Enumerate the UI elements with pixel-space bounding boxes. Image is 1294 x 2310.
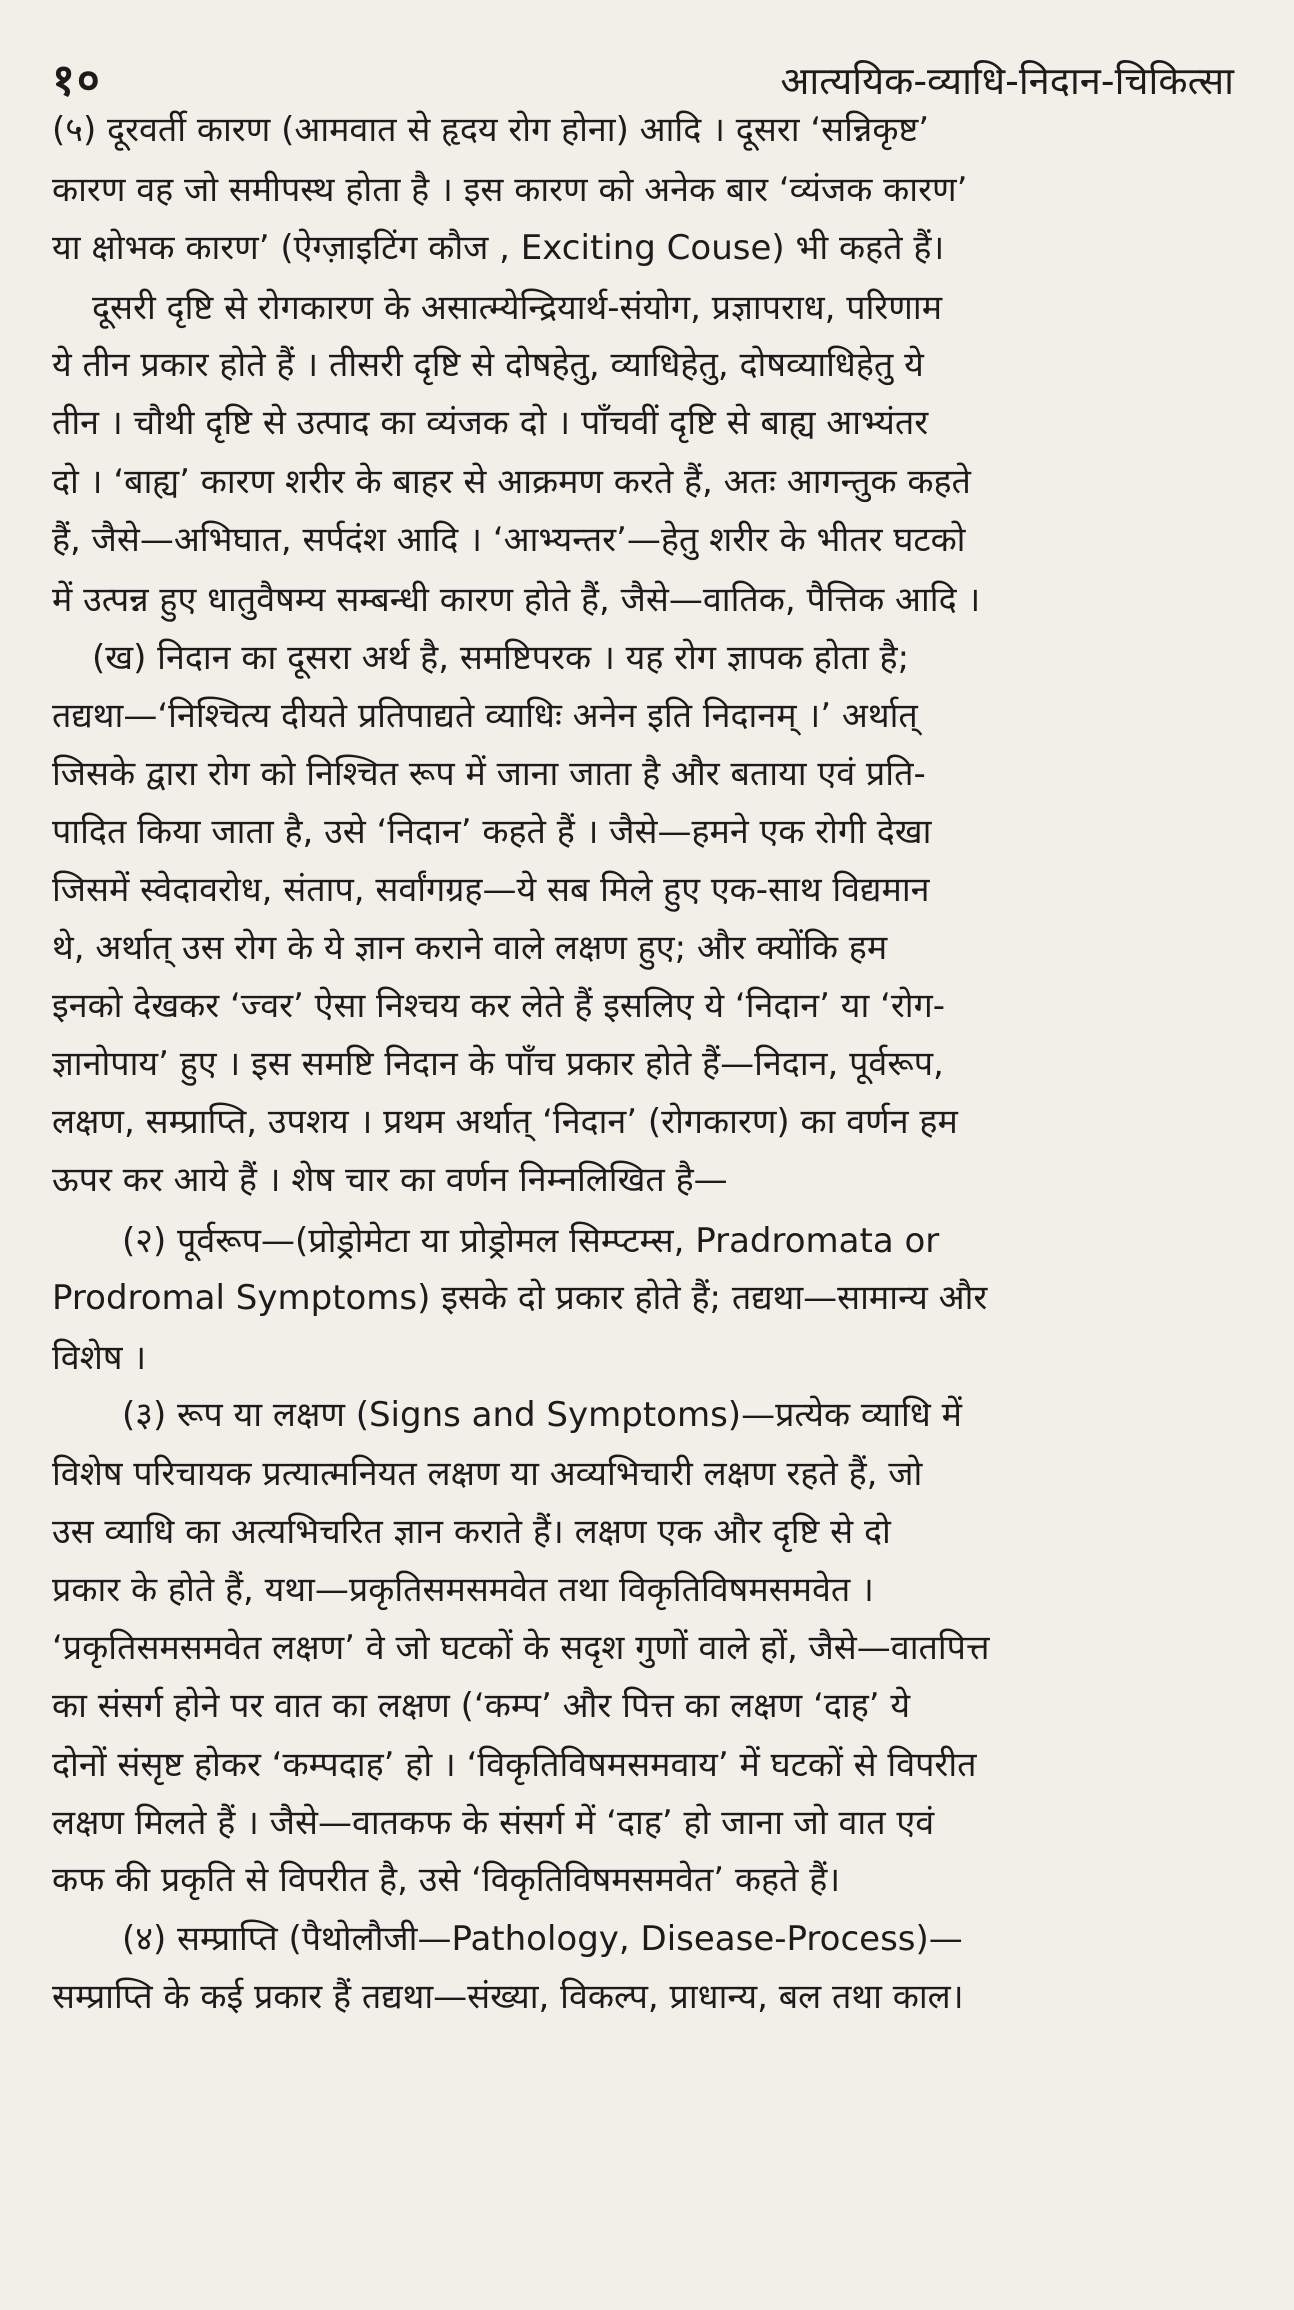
text-line: ये तीन प्रकार होते हैं । तीसरी दृष्टि से दोषहेतु, व्याधिहेतु, दोषव्याधिहेतु ये [52,345,924,385]
text-line: ज्ञानोपाय’ हुए । इस समष्टि निदान के पाँच प्रकार होते हैं—निदान, पूर्वरूप, [52,1044,944,1084]
text-line: विशेष परिचायक प्रत्यात्मनियत लक्षण या अव्यभिचारी लक्षण रहते हैं, जो [52,1454,923,1494]
text-line: (४) सम्प्राप्ति (पैथोलौजी—Pathology, Disease-Process)— [122,1919,963,1959]
text-line: दोनों संसृष्ट होकर ‘कम्पदाह’ हो । ‘विकृतिविषमसमवाय’ में घटकों से विपरीत [52,1745,977,1785]
text-line: का संसर्ग होने पर वात का लक्षण (‘कम्प’ और पित्त का लक्षण ‘दाह’ ये [52,1686,911,1726]
text-line: लक्षण मिलते हैं । जैसे—वातकफ के संसर्ग में ‘दाह’ हो जाना जो वात एवं [52,1803,935,1843]
text-line: पादित किया जाता है, उसे ‘निदान’ कहते हैं । जैसे—हमने एक रोगी देखा [52,812,932,852]
text-line: जिसके द्वारा रोग को निश्चित रूप में जाना जाता है और बताया एवं प्रति- [52,754,926,794]
text-line: इनको देखकर ‘ज्वर’ ऐसा निश्चय कर लेते हैं इसलिए ये ‘निदान’ या ‘रोग- [52,986,945,1026]
text-line: थे, अर्थात् उस रोग के ये ज्ञान कराने वाले लक्षण हुए; और क्योंकि हम [52,928,888,968]
text-line: ऊपर कर आये हैं । शेष चार का वर्णन निम्नलिखित है— [52,1160,728,1200]
text-line: उस व्याधि का अत्यभिचरित ज्ञान कराते हैं। लक्षण एक और दृष्टि से दो [52,1512,891,1552]
text-line: तीन । चौथी दृष्टि से उत्पाद का व्यंजक दो । पाँचवीं दृष्टि से बाह्य आभ्यंतर [52,403,929,443]
text-line: में उत्पन्न हुए धातुवैषम्य सम्बन्धी कारण होते हैं, जैसे—वातिक, पैत्तिक आदि । [52,580,981,620]
page-header [0,48,1294,108]
text-line: (२) पूर्वरूप—(प्रोड्रोमेटा या प्रोड्रोमल सिम्प्टम्स, Pradromata or [122,1221,940,1261]
text-line: तद्यथा—‘निश्चित्य दीयते प्रतिपाद्यते व्याधिः अनेन इति निदानम् ।’ अर्थात् [52,696,918,736]
text-line: हैं, जैसे—अभिघात, सर्पदंश आदि । ‘आभ्यन्तर’—हेतु शरीर के भीतर घटको [52,520,966,560]
text-line: लक्षण, सम्प्राप्ति, उपशय । प्रथम अर्थात् ‘निदान’ (रोगकारण) का वर्णन हम [52,1102,958,1142]
text-line: Prodromal Symptoms) इसके दो प्रकार होते हैं; तद्यथा—सामान्य और [52,1278,988,1318]
page-number: १० [52,55,102,106]
text-line: (५) दूरवर्ती कारण (आमवात से हृदय रोग होना) आदि । दूसरा ‘सन्निकृष्ट’ [52,110,930,150]
text-line: दूसरी दृष्टि से रोगकारण के असात्म्येन्द्रियार्थ-संयोग, प्रज्ञापराध, परिणाम [92,288,943,328]
text-line: (ख) निदान का दूसरा अर्थ है, समष्टिपरक । यह रोग ज्ञापक होता है; [92,638,910,678]
text-line: सम्प्राप्ति के कई प्रकार हैं तद्यथा—संख्या, विकल्प, प्राधान्य, बल तथा काल। [52,1977,964,2017]
text-line: दो । ‘बाह्य’ कारण शरीर के बाहर से आक्रमण करते हैं, अतः आगन्तुक कहते [52,462,971,502]
text-line: विशेष । [52,1338,147,1378]
text-line: ‘प्रकृतिसमसमवेत लक्षण’ वे जो घटकों के सदृश गुणों वाले हों, जैसे—वातपित्त [52,1628,990,1668]
text-line: प्रकार के होते हैं, यथा—प्रकृतिसमसमवेत तथा विकृतिविषमसमवेत । [52,1570,874,1610]
text-line: या क्षोभक कारण’ (ऐग्ज़ाइटिंग कौज , Exciting Couse) भी कहते हैं। [52,228,945,268]
text-line: (३) रूप या लक्षण (Signs and Symptoms)—प्रत्येक व्याधि में [122,1395,962,1435]
running-head: आत्ययिक-व्याधि-निदान-चिकित्सा [780,59,1234,103]
text-line: कफ की प्रकृति से विपरीत है, उसे ‘विकृतिविषमसमवेत’ कहते हैं। [52,1860,841,1900]
text-line: जिसमें स्वेदावरोध, संताप, सर्वांगग्रह—ये सब मिले हुए एक-साथ विद्यमान [52,870,930,910]
text-line: कारण वह जो समीपस्थ होता है । इस कारण को अनेक बार ‘व्यंजक कारण’ [52,170,968,210]
